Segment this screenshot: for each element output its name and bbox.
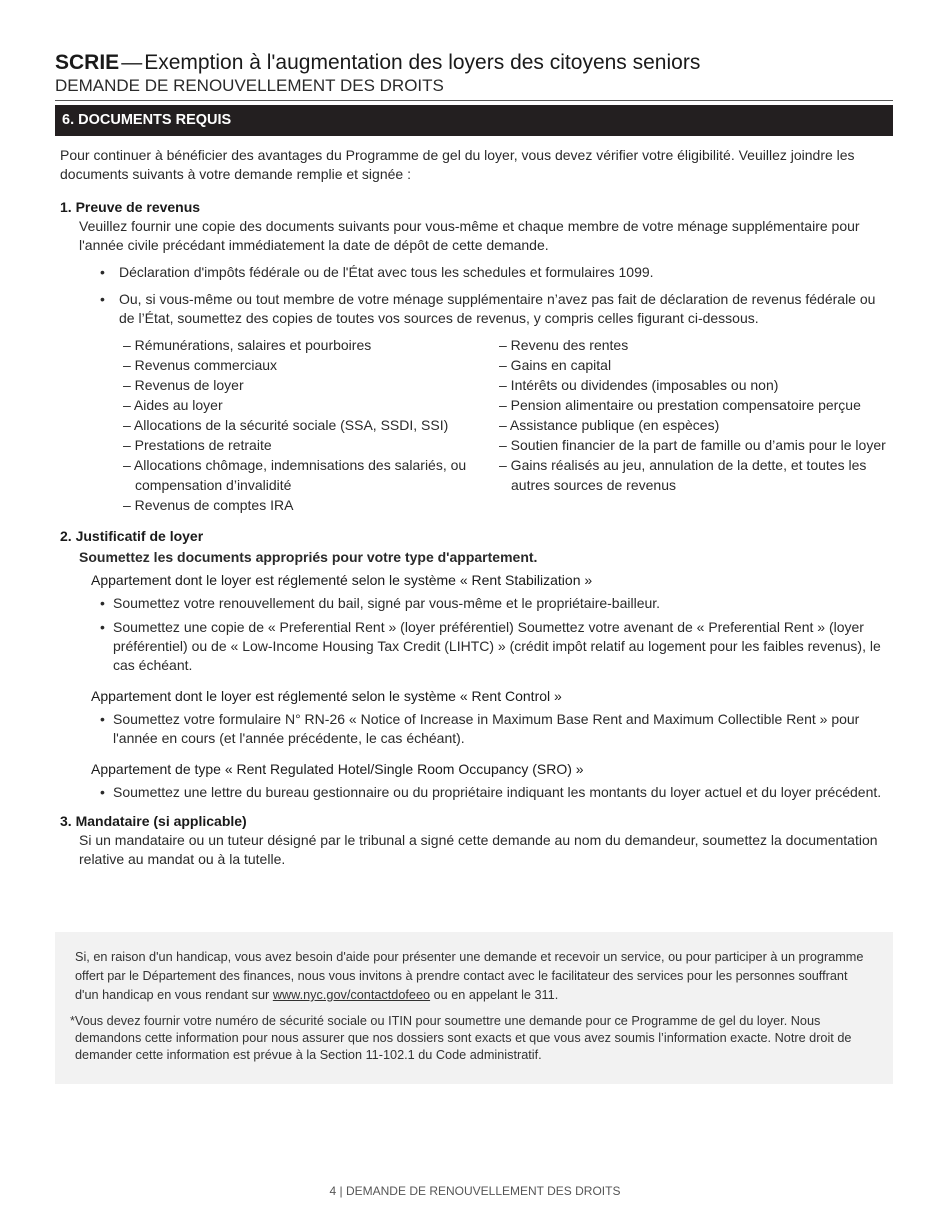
list-item: – Aides au loyer (123, 397, 223, 413)
list-item: – Pension alimentaire ou prestation compensatoire perçue (499, 397, 861, 413)
representative-heading: 3. Mandataire (si applicable) (60, 813, 247, 829)
list-item: – Rémunérations, salaires et pourboires (123, 337, 372, 353)
sro-title: Appartement de type « Rent Regulated Hotel/Single Room Occupancy (SRO) » (91, 761, 584, 777)
list-item: • Soumettez une copie de « Preferential Rent » (loyer préférentiel) Soumettez votre avenant de « Preferential Rent » (loyer préférentiel) ou de « Low-Income Housing Tax Credit (LIHTC) » (crédit impôt relatif au logement pour les faibles revenus), le cas échéant. (113, 618, 892, 675)
page-subtitle: DEMANDE DE RENOUVELLEMENT DES DROITS (55, 76, 444, 95)
list-item: – Soutien financier de la part de famille ou d’amis pour le loyer (499, 437, 886, 453)
income-text: Veuillez fournir une copie des documents suivants pour vous-même et chaque membre de votre ménage supplémentaire pour l'année civile précédant immédiatement la date de dépôt de cette demande. (79, 218, 860, 253)
list-item: – Gains réalisés au jeu, annulation de la dette, et toutes les autres sources de revenus (499, 457, 867, 493)
list-item: – Assistance publique (en espèces) (499, 417, 720, 433)
rent-stabilization-bullets (60, 594, 892, 675)
sro-bullets (60, 783, 892, 802)
page-title (55, 50, 893, 76)
header-divider (55, 100, 893, 101)
income-bullets (60, 263, 892, 328)
list-item: – Allocations chômage, indemnisations des salariés, ou compensation d’invalidité (123, 457, 467, 493)
title-dash: — (121, 51, 143, 74)
income-sources-col-2 (499, 335, 892, 515)
accessibility-notice (75, 948, 873, 1005)
rent-control-title: Appartement dont le loyer est réglementé selon le système « Rent Control » (91, 688, 562, 704)
rent-control-bullets (60, 710, 892, 748)
list-item: • Déclaration d'impôts fédérale ou de l'État avec tous les schedules et formulaires 1099. (119, 263, 892, 282)
list-item: • Soumettez votre formulaire N° RN-26 « Notice of Increase in Maximum Base Rent and Maximum Collectible Rent » pour l'année en cours (et l'année précédente, le cas échéant). (113, 710, 892, 748)
contact-link[interactable]: www.nyc.gov/contactdofeeo (272, 988, 431, 1002)
list-item: – Gains en capital (499, 357, 612, 373)
rent-heading: 2. Justificatif de loyer (60, 528, 204, 544)
list-item: • Ou, si vous-même ou tout membre de votre ménage supplémentaire n’avez pas fait de déclaration de revenus fédérale ou de l’État, soumettez des copies de toutes vos sources de revenus, y compris celles figurant ci-dessous. (119, 290, 892, 328)
rent-stabilization-title: Appartement dont le loyer est réglementé selon le système « Rent Stabilization » (91, 572, 593, 588)
list-item: • Soumettez votre renouvellement du bail, signé par vous-même et le propriétaire-bailleur. (113, 594, 892, 613)
notice-box (55, 932, 893, 1084)
list-item: – Revenus commerciaux (123, 357, 278, 373)
accessibility-text: Si, en raison d'un handicap, vous avez besoin d'aide pour présenter une demande et recevoir un service, ou pour participer à un programme offert par le Département des finances, nous vous invitons à prendre contact avec le facilitateur des services pour les personnes souffrant d'un handicap en vous rendant sur (75, 950, 864, 1002)
income-sources-col-1 (123, 335, 499, 515)
list-item: – Revenus de loyer (123, 377, 244, 393)
representative-text: Si un mandataire ou un tuteur désigné par le tribunal a signé cette demande au nom du demandeur, soumettez la documentation relative au mandat ou à la tutelle. (79, 832, 878, 867)
program-acronym: SCRIE (55, 51, 120, 74)
intro-paragraph: Pour continuer à bénéficier des avantages du Programme de gel du loyer, vous devez vérifier votre éligibilité. Veuillez joindre les documents suivants à votre demande remplie et signée : (60, 147, 855, 182)
list-item: – Revenu des rentes (499, 337, 629, 353)
accessibility-text-end: ou en appelant le 311. (430, 988, 559, 1002)
list-item: – Prestations de retraite (123, 437, 272, 453)
list-item: – Allocations de la sécurité sociale (SSA, SSDI, SSI) (123, 417, 449, 433)
list-item: – Intérêts ou dividendes (imposables ou non) (499, 377, 779, 393)
income-sources (123, 335, 892, 515)
page-footer: 4 | DEMANDE DE RENOUVELLEMENT DES DROITS (329, 1184, 621, 1198)
list-item: • Soumettez une lettre du bureau gestionnaire ou du propriétaire indiquant les montants du loyer actuel et du loyer précédent. (113, 783, 892, 802)
document-body (60, 146, 892, 869)
income-heading: 1. Preuve de revenus (60, 199, 201, 215)
program-name: Exemption à l'augmentation des loyers des citoyens seniors (144, 51, 701, 74)
list-item: – Revenus de comptes IRA (123, 497, 294, 513)
rent-subheading: Soumettez les documents appropriés pour votre type d'appartement. (79, 549, 538, 565)
section-title-bar: 6. DOCUMENTS REQUIS (55, 105, 893, 136)
page-header (55, 50, 893, 96)
ssn-notice: *Vous devez fournir votre numéro de sécurité sociale ou ITIN pour soumettre une demande pour ce Programme de gel du loyer. Nous demandons cette information pour nous assurer que nos dossiers sont exacts et que vous avez soumis l’information exacte. Notre droit de demander cette information est prévue à la Section 11-102.1 du Code administratif. (70, 1014, 852, 1062)
